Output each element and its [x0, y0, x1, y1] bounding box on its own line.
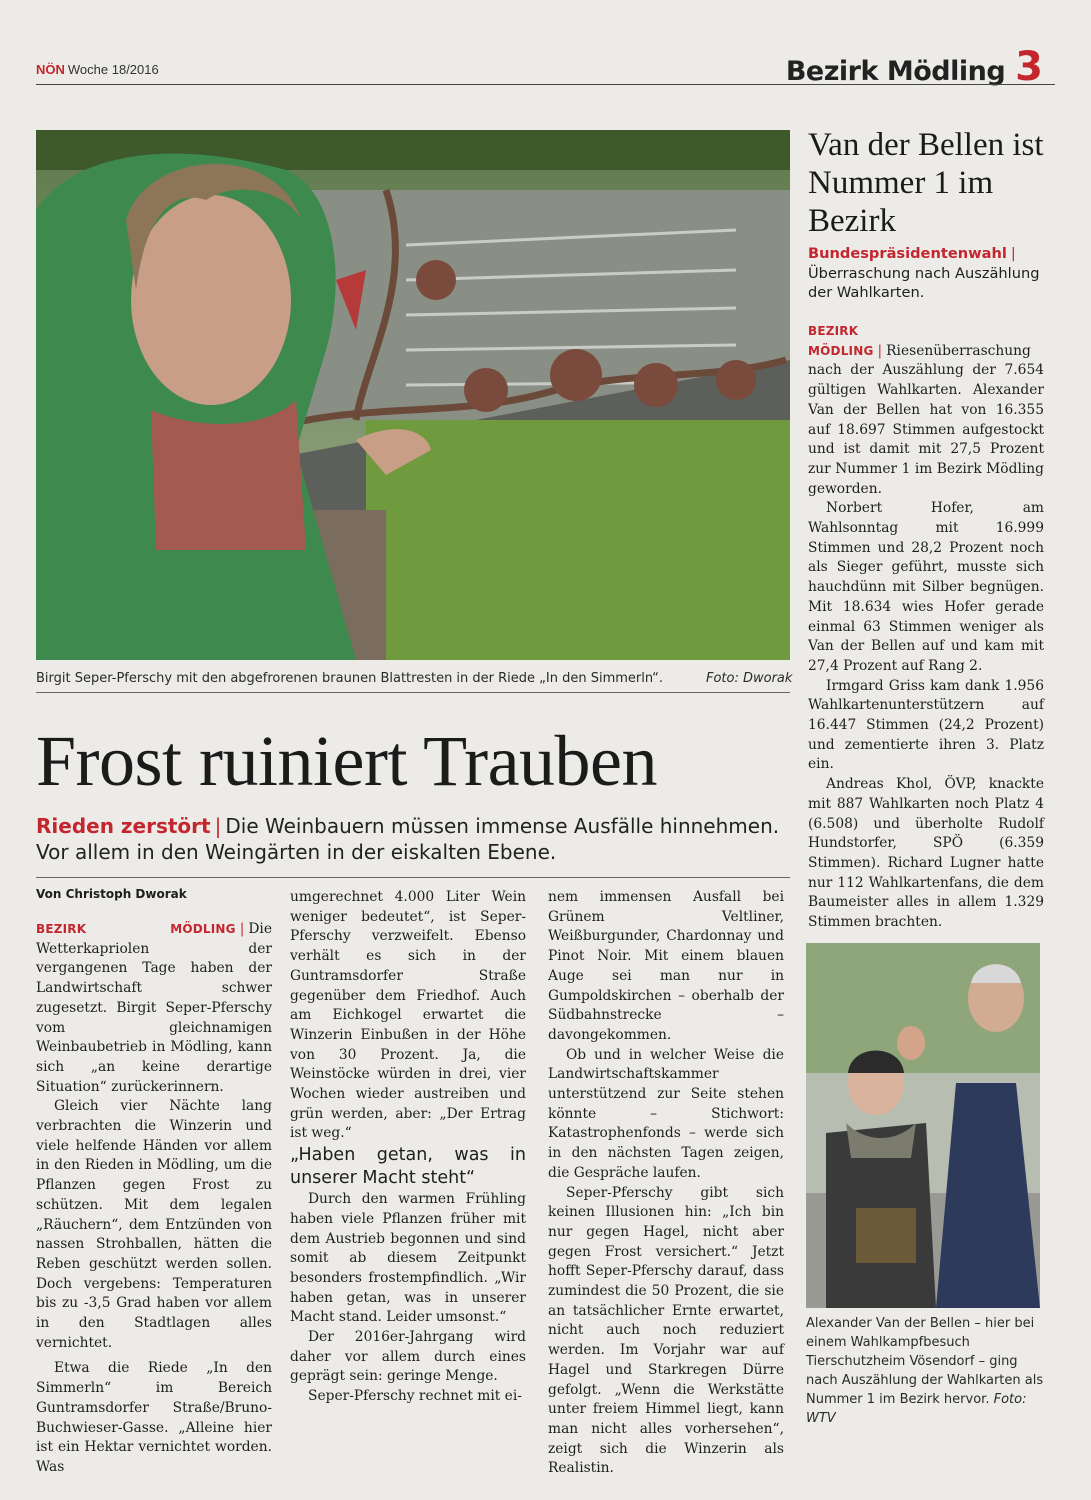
campaign-visit-photo-illustration	[806, 943, 1040, 1308]
sidebar-dateline: BEZIRK MÖDLING	[808, 324, 874, 358]
col3-paragraph-2: Ob und in welcher Weise die Landwirtschaftskammer unterstützend zur Seite stehen könnte – Stichwort: Katastrophenfonds – werde sich in den nächsten Tagen zeigen, die Gespräche laufen.	[548, 1046, 784, 1181]
caption-rule	[36, 692, 790, 693]
col3-paragraph-1: nem immensen Ausfall bei Grünem Veltliner, Weißburgunder, Chardonnay und Pinot Noir. Mit einem blauen Auge sei man nur in Gumpoldskirchen – oberhalb der Südbahnstrecke – davongekommen.	[548, 889, 784, 1043]
sidebar-paragraph-1: Riesenüberraschung nach der Auszählung der 7.654 gültigen Wahlkarten. Alexander Van der Bellen hat von 16.355 auf 18.697 Stimmen aufgestockt und ist damit mit 27,5 Prozent zur Nummer 1 im Bezirk Mödling geworden.	[808, 342, 1044, 497]
sidebar-paragraph-4: Andreas Khol, ÖVP, knackte mit 887 Wahlkarten noch Platz 4 (6.508) und überholte Rudolf Hundstorfer, SPÖ (6.359 Stimmen). Richard Lugner hatte nur 112 Wahlkartenfans, die dem Baumeister alles in allem 1.329 Stimmen brachten.	[808, 776, 1044, 931]
main-photo-credit: Foto: Dworak	[706, 671, 793, 686]
page-number: 3	[1015, 44, 1043, 90]
sidebar-headline: Van der Bellen ist Nummer 1 im Bezirk	[808, 127, 1044, 239]
article-column-3	[548, 888, 784, 1479]
sidebar-paragraph-2: Norbert Hofer, am Wahlsonntag mit 16.999 Stimmen und 28,2 Prozent noch als Sieger geführt, musste sich hauchdünn mit Silber begnügen. Mit 18.634 wies Hofer gerade einmal 63 Stimmen weniger als Van der Bellen auf und kam mit 27,4 Prozent auf Rang 2.	[808, 500, 1044, 674]
masthead-rule	[36, 84, 1055, 85]
main-photo	[36, 130, 790, 660]
main-photo-caption: Birgit Seper-Pferschy mit den abgefrorenen braunen Blattresten in der Riede „In den Simmerln“.	[36, 671, 664, 686]
vineyard-photo-illustration	[36, 130, 790, 660]
section-title: Bezirk Mödling	[785, 56, 1006, 87]
sidebar-photo	[806, 943, 1040, 1308]
sidebar-kicker: Bundespräsidentenwahl	[808, 245, 1007, 262]
sidebar-photo-caption	[806, 1314, 1046, 1428]
article-paragraph	[36, 920, 272, 1097]
article-deck-text: Die Weinbauern müssen immense Ausfälle hinnehmen. Vor allem in den Weingärten in der eiskalten Ebene.	[36, 814, 780, 864]
issue-week: Woche 18/2016	[67, 62, 159, 77]
article-deck	[36, 813, 786, 865]
col2-paragraph-1: umgerechnet 4.000 Liter Wein weniger bedeutet“, ist Seper-Pferschy verzweifelt. Ebenso verhält es sich in der Guntramsdorfer Straße gegenüber dem Friedhof. Auch am Eichkogel erwartet die Winzerin Einbußen in der Höhe von 30 Prozent. Ja, die Weinstöcke würden in drei, vier Wochen wieder austreiben und grün werden, aber: „Der Ertrag ist weg.“	[290, 889, 526, 1142]
sidebar-deck-text: Überraschung nach Auszählung der Wahlkarten.	[808, 264, 1040, 301]
kicker-separator: |	[214, 814, 222, 838]
sidebar-photo-credit: Foto: WTV	[806, 1392, 1027, 1426]
col2-paragraph-3: Der 2016er-Jahrgang wird daher vor allem durch eines geprägt sein: geringe Menge.	[290, 1329, 526, 1385]
col1-paragraph-1: Die Wetterkapriolen der vergangenen Tage haben der Landwirtschaft schwer zugesetzt. Birgit Seper-Pferschy vom gleichnamigen Weinbaubetrieb in Mödling, kann sich „an keine derartige Situation“ zurückerinnern.	[36, 921, 272, 1095]
dateline-separator: |	[239, 921, 245, 937]
sidebar-photo-caption-text: Alexander Van der Bellen – hier bei einem Wahlkampfbesuch Tierschutzheim Vösendorf – ging nach Auszählung der Wahlkarten als Nummer 1 im Bezirk hervor.	[806, 1316, 1044, 1407]
sidebar-paragraph	[808, 322, 1044, 499]
article-kicker: Rieden zerstört	[36, 814, 211, 838]
issue-label	[36, 62, 159, 77]
sidebar-kicker-separator: |	[1010, 245, 1016, 262]
article-headline: Frost ruiniert Trauben	[36, 721, 658, 801]
col1-paragraph-2: Gleich vier Nächte lang verbrachten die Winzerin und viele helfende Händen vor allem in den Rieden in Mödling, um die Pflanzen gegen Frost zu schützen. Mit dem legalen „Räuchern“, dem Entzünden von nassen Strohballen, hätten die Reben geschützt werden sollen. Doch vergebens: Temperaturen bis zu -3,5 Grad haben vor allem in den Stadtlagen alles vernichtet.	[36, 1098, 272, 1351]
sidebar-dateline-separator: |	[877, 342, 883, 359]
col2-paragraph-4: Seper-Pferschy rechnet mit ei-	[308, 1388, 522, 1405]
dateline: BEZIRK MÖDLING	[36, 922, 236, 936]
article-column-2	[290, 888, 526, 1407]
sidebar-deck	[808, 244, 1048, 303]
article-column-1	[36, 920, 272, 1478]
sidebar-paragraph-3: Irmgard Griss kam dank 1.956 Wahlkartenunterstützern auf 16.447 Stimmen (24,2 Prozent) und zementierte ihren 3. Platz ein.	[808, 677, 1044, 773]
col3-paragraph-3: Seper-Pferschy gibt sich keinen Illusionen hin: „Ich bin nur gegen Hagel, nicht aber gegen Frost versichert.“ Jetzt hofft Seper-Pferschy darauf, dass zumindest die 50 Prozent, die sie an tatsächlicher Ernte erwartet, nicht auch noch reduziert werden. Im Vorjahr war auf Hagel und Starkregen Dürre gefolgt. „Wenn die Werkstätte unter freiem Himmel liegt, kann man nicht alles vorhersehen“, zeigt sich die Winzerin als Realistin.	[548, 1184, 784, 1477]
deck-rule	[36, 877, 790, 878]
brand-logo: NÖN	[36, 62, 65, 77]
col1-paragraph-3: Etwa die Riede „In den Simmerln“ im Bereich Guntramsdorfer Straße/Bruno-Buchwieser-Gasse. „Alleine hier ist ein Hektar vernichtet worden. Was	[36, 1360, 272, 1475]
pull-quote: „Haben getan, was in unserer Macht steht“	[290, 1145, 526, 1189]
sidebar-body	[808, 322, 1044, 933]
col2-paragraph-2: Durch den warmen Frühling haben viele Pflanzen früher mit dem Austrieb begonnen und sind somit ab diesem Zeitpunkt besonders frostempfindlich. „Wir haben getan, was in unserer Macht stand. Leider umsonst.“	[290, 1191, 526, 1326]
byline: Von Christoph Dworak	[36, 887, 187, 901]
